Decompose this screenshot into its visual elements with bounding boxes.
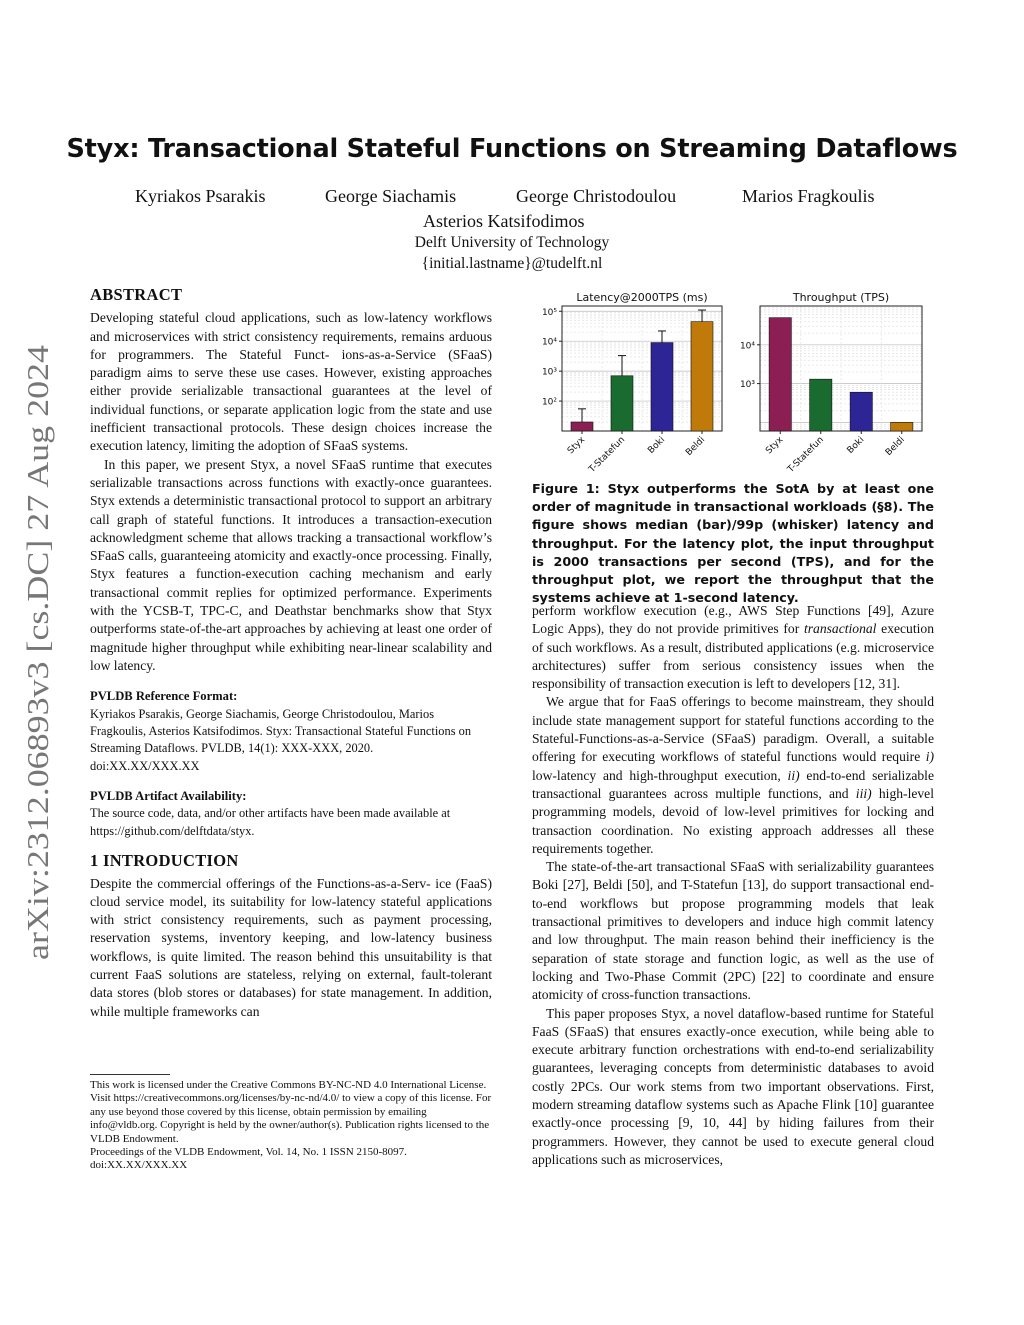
bar-boki [850,392,872,431]
author-name: George Christodoulou [516,186,677,206]
x-tick-label: Beldi [883,435,907,458]
y-tick-label: 10² [541,397,557,408]
author-name: Asterios Katsifodimos [423,211,585,231]
right-column [532,602,934,1169]
pvldb-reference-text: Kyriakos Psarakis, George Siachamis, George Christodoulou, Marios Fragkoulis, Asterios Katsifodimos. Styx: Transactional Stateful Functions on Streaming Dataflows. PVLDB, 14(1): XXX-XXX, 2020. [90,706,472,756]
footnote-license: This work is licensed under the Creative Commons BY-NC-ND 4.0 International License. Visit https://creativecommons.org/licenses/by-nc-nd/4.0/ to view a copy of this license. For any use beyond those covered by this license, obtain permission by emailing info@vldb.org. Copyright is held by the owner/author(s). Publication rights licensed to the VLDB Endowment. [90,1079,492,1145]
paper-title: Styx: Transactional Stateful Functions on Streaming Dataflows [66,134,958,164]
body-paragraph: We argue that for FaaS offerings to become mainstream, they should include state management support for stateful functions according to the Stateful-Functions-as-a-Service (SFaaS) paradigm. Overall, a suitable offering for executing workflows of stateful functions would require i) low-latency and high-throughput execution, ii) end-to-end serializable transactional guarantees across multiple functions, and iii) high-level programming models, devoid of low-level primitives for locking and transaction coordination. No existing approach addresses all these requirements together. [532,694,934,856]
pvldb-reference-doi: doi:XX.XX/XXX.XX [90,758,200,773]
bar-styx [571,422,593,431]
bar-t-statefun [611,376,633,431]
body-paragraph: This paper proposes Styx, a novel dataflow-based runtime for Stateful FaaS (SFaaS) that ensures exactly-once execution, while being able to execute arbitrary function orchestrations with end-to-end serializability guarantees, leveraging concepts from deterministic databases to avoid costly 2PCs. Our work stems from two important observations. First, modern streaming dataflow systems such as Apache Flink [10] guarantee exactly-once processing [9, 10, 44] by hiding failures from their programmers. However, they cannot be used to execute general cloud applications such as microservices, [532,1005,934,1167]
affiliation: Delft University of Technology [414,234,610,251]
figure-1-charts [532,288,934,478]
arxiv-id-text: arXiv:2312.06893v3 [cs.DC] 27 Aug 2024 [20,429,55,960]
footnote [90,1079,492,1173]
x-tick-label: Styx [565,435,588,457]
bar-beldi [691,322,713,431]
introduction-paragraph: Despite the commercial offerings of the Functions-as-a-Serv- ice (FaaS) cloud service model, its suitability for low-latency stateful applications with strict consistency requirements, such as payment processing, reservation systems, inventory keeping, and low-latency business workflows, is quite limited. The reason behind this unsuitability is that current FaaS solutions are stateless, relying on external, fault-tolerant data stores (blob stores or databases) for state management. In addition, while multiple frameworks can [90,875,492,1019]
y-tick-label: 10⁵ [541,307,557,318]
abstract-heading: ABSTRACT [90,285,183,304]
figure-1 [532,288,934,478]
pvldb-artifact-heading: PVLDB Artifact Availability: [90,789,247,804]
y-tick-label: 10⁴ [739,341,755,352]
x-tick-label: Beldi [684,435,708,458]
author-name: George Siachamis [325,186,457,206]
bar-t-statefun [810,379,832,431]
footnote-doi: doi:XX.XX/XXX.XX [90,1159,188,1172]
footnote-proceedings: Proceedings of the VLDB Endowment, Vol. 14, No. 1 ISSN 2150-8097. [90,1146,407,1159]
abstract-paragraph: Developing stateful cloud applications, such as low-latency workflows and microservices with strict consistency requirements, remains arduous for programmers. The Stateful Funct- ions-as-a-Service (SFaaS) paradigm aims to serve these use cases. However, existing approaches either provide serializable transactional guarantees at the level of individual functions, or separate application logic from the state and use inefficient transactional protocols. These design choices increase the execution latency, limiting the adoption of SFaaS systems. [90,310,492,454]
y-tick-label: 10³ [541,367,557,378]
bar-styx [769,318,791,431]
author-email: {initial.lastname}@tudelft.nl [421,255,603,272]
body-paragraph: perform workflow execution (e.g., AWS Step Functions [49], Azure Logic Apps), they do not provide primitives for transactional execution of such workflows. As a result, distributed applications (e.g. microservice architectures) suffer from serious consistency issues when the responsibility of transaction execution is left to developers [12, 31]. [532,603,934,692]
bar-beldi [891,422,913,431]
abstract-paragraph: In this paper, we present Styx, a novel SFaaS runtime that executes serializable transactions across functions with exactly-once guarantees. Styx extends a deterministic transactional protocol to support an arbitrary call graph of stateful functions. It introduces a transaction-execution acknowledgment scheme that allows tracking a transactional workflow’s SFaaS calls, guaranteeing atomicity and exactly-once processing. Finally, Styx features a function-execution caching mechanism and early transactional commit replies for optimized performance. Experiments with the YCSB-T, TPC-C, and Deathstar benchmarks show that Styx outperforms state-of-the-art approaches by achieving at least one order of magnitude higher throughput while exhibiting near-linear scalability and low latency. [90,456,492,673]
chart-title: Latency@2000TPS (ms) [576,291,708,304]
arxiv-identifier [8,330,60,970]
body-paragraph: The state-of-the-art transactional SFaaS with serializability guarantees Boki [27], Beldi [50], and T-Statefun [13], do support transactional end-to-end workflows but propose programming models that leak transactional primitives to developers and induce high commit latency and low throughput. The main reason behind their inefficiency is the separation of state storage and function logic, as well as the use of locking and Two-Phase Commit (2PC) [22] to coordinate and ensure atomicity of cross-function transactions. [532,859,934,1003]
author-name: Marios Fragkoulis [742,186,875,206]
x-tick-label: T-Statefun [786,435,826,475]
pvldb-reference-heading: PVLDB Reference Format: [90,689,238,704]
left-column [90,286,492,1021]
bar-boki [651,343,673,431]
x-tick-label: T-Statefun [587,435,628,475]
pvldb-artifact-text: The source code, data, and/or other artifacts have been made available at https://github.com/delftdata/styx. [90,806,451,838]
y-tick-label: 10⁴ [541,337,557,348]
author-name: Kyriakos Psarakis [135,186,266,206]
chart-title: Throughput (TPS) [792,291,890,304]
x-tick-label: Boki [845,435,867,456]
footnote-divider [90,1074,170,1075]
y-tick-label: 10³ [739,380,755,391]
introduction-heading: 1 INTRODUCTION [90,851,239,871]
x-tick-label: Styx [764,435,786,457]
figure-caption: Figure 1: Styx outperforms the SotA by at least one order of magnitude in transactional workloads (§8). The figure shows median (bar)/99p (whisker) latency and throughput. For the latency plot, the input throughput is 2000 transactions per second (TPS), and for the throughput plot, we report the throughput that the systems achieve at 1-second latency. [532,481,934,606]
x-tick-label: Boki [646,435,668,456]
